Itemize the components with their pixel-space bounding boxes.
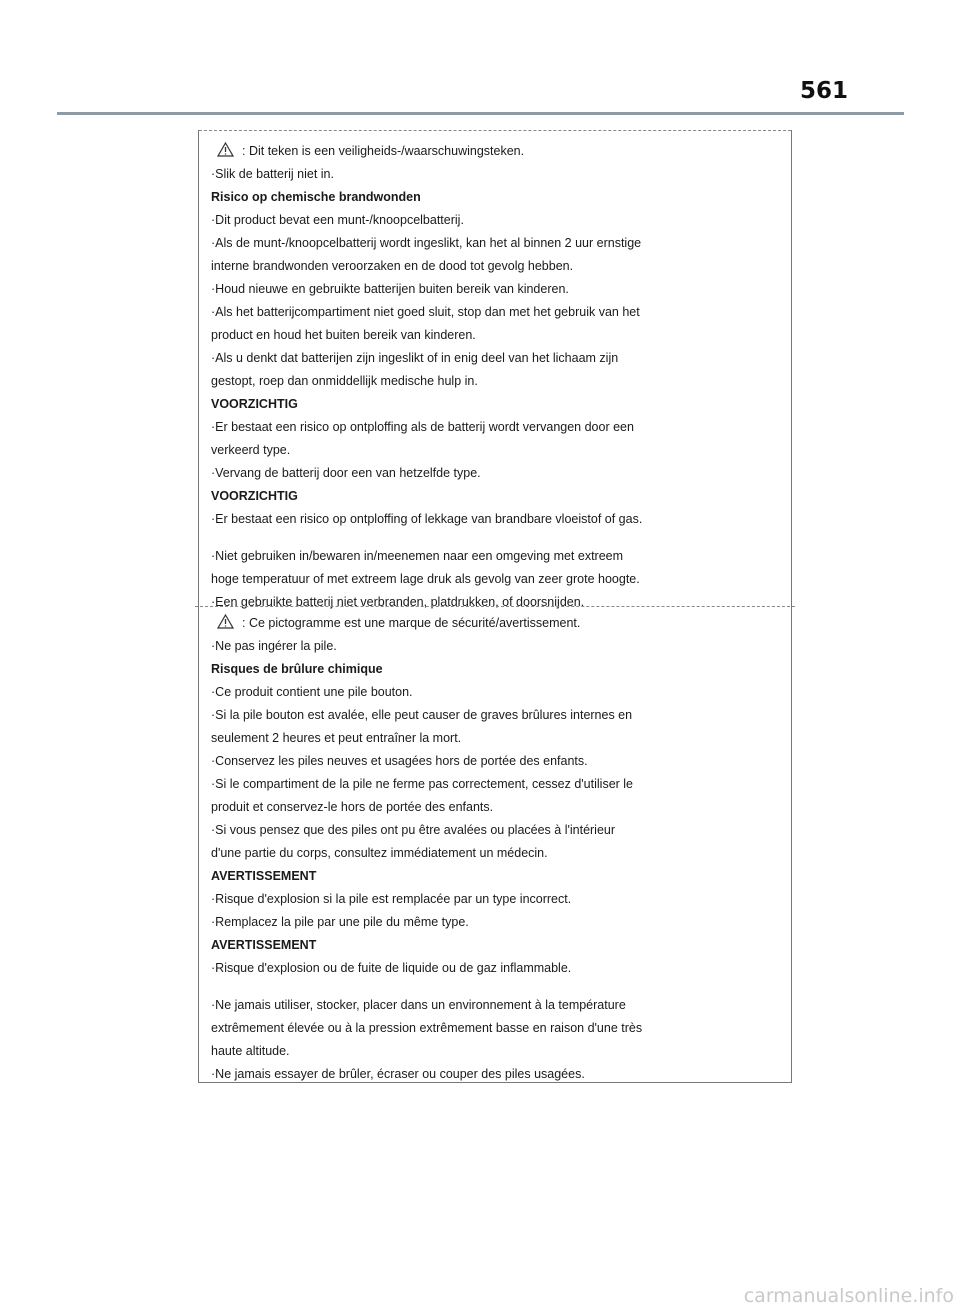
- french-text-line: [211, 773, 765, 796]
- dutch-text-line: [211, 416, 765, 439]
- french-text-line: [211, 635, 765, 658]
- french-line-text: ·Ne jamais essayer de brûler, écraser ou couper des piles usagées.: [211, 1067, 585, 1081]
- dutch-text-line: [211, 324, 765, 347]
- dutch-text-line: [211, 255, 765, 278]
- dutch-section: [199, 140, 791, 614]
- french-line-text: produit et conservez-le hors de portée des enfants.: [211, 800, 494, 814]
- french-text-line: [211, 1017, 765, 1040]
- dutch-text-line: [211, 347, 765, 370]
- dutch-line-text: ·Slik de batterij niet in.: [211, 167, 334, 181]
- french-text-line: [211, 750, 765, 773]
- dutch-text-line: [211, 508, 765, 531]
- french-text-line: [211, 911, 765, 934]
- french-text-line: [211, 994, 765, 1017]
- header-rule: [57, 112, 904, 115]
- notice-bottom-edge: [199, 1082, 791, 1083]
- dutch-line-text: verkeerd type.: [211, 443, 291, 457]
- dutch-text-line: [211, 301, 765, 324]
- french-text-line: [211, 704, 765, 727]
- french-heading: [211, 934, 765, 957]
- french-line-text: ·Ne pas ingérer la pile.: [211, 639, 337, 653]
- french-line-text: seulement 2 heures et peut entraîner la mort.: [211, 731, 462, 745]
- french-line-text: ·Si le compartiment de la pile ne ferme pas correctement, cessez d'utiliser le: [211, 777, 634, 791]
- dutch-line-text: ·Als u denkt dat batterijen zijn ingeslikt of in enig deel van het lichaam zijn: [211, 351, 619, 365]
- dutch-text-line: [211, 278, 765, 301]
- french-line-text: ·Si vous pensez que des piles ont pu être avalées ou placées à l'intérieur: [211, 823, 616, 837]
- dutch-line-text: ·Als de munt-/knoopcelbatterij wordt ingeslikt, kan het al binnen 2 uur ernstige: [211, 236, 642, 250]
- french-text-line: [211, 957, 765, 980]
- french-text-line: [211, 681, 765, 704]
- dutch-line-text: ·Er bestaat een risico op ontploffing als de batterij wordt vervangen door een: [211, 420, 634, 434]
- french-section: [199, 612, 791, 1086]
- french-line-text: ·Ce produit contient une pile bouton.: [211, 685, 413, 699]
- dutch-text-line: [211, 370, 765, 393]
- dutch-line-text: : Dit teken is een veiligheids-/waarschuwingsteken.: [242, 144, 525, 158]
- dutch-line-text: hoge temperatuur of met extreem lage druk als gevolg van zeer grote hoogte.: [211, 572, 640, 586]
- dutch-heading: [211, 186, 765, 209]
- dutch-text-line: [211, 545, 765, 568]
- french-text-line: [211, 796, 765, 819]
- french-text-line: [211, 1040, 765, 1063]
- dutch-line-text: gestopt, roep dan onmiddellijk medische hulp in.: [211, 374, 478, 388]
- warning-triangle-icon: [217, 142, 234, 165]
- french-line-text: ·Si la pile bouton est avalée, elle peut causer de graves brûlures internes en: [211, 708, 633, 722]
- french-line-text: ·Risque d'explosion ou de fuite de liquide ou de gaz inflammable.: [211, 961, 572, 975]
- french-text-line: [211, 727, 765, 750]
- french-line-text: haute altitude.: [211, 1044, 290, 1058]
- french-heading: [211, 658, 765, 681]
- dutch-text-line: [211, 591, 765, 614]
- dutch-line-text: VOORZICHTIG: [211, 397, 298, 411]
- page-number: 561: [799, 78, 848, 104]
- dutch-line-text: product en houd het buiten bereik van kinderen.: [211, 328, 476, 342]
- dutch-text-line: [211, 209, 765, 232]
- dutch-line-text: ·Er bestaat een risico op ontploffing of lekkage van brandbare vloeistof of gas.: [211, 512, 643, 526]
- french-line-text: ·Risque d'explosion si la pile est remplacée par un type incorrect.: [211, 892, 572, 906]
- warning-triangle-icon: [217, 614, 234, 637]
- dutch-line-text: interne brandwonden veroorzaken en de dood tot gevolg hebben.: [211, 259, 574, 273]
- french-line-text: ·Remplacez la pile par une pile du même type.: [211, 915, 469, 929]
- dutch-line-text: ·Houd nieuwe en gebruikte batterijen buiten bereik van kinderen.: [211, 282, 569, 296]
- dutch-text-line: [211, 439, 765, 462]
- french-text-line: [211, 842, 765, 865]
- dutch-heading: [211, 485, 765, 508]
- dutch-line-text: ·Als het batterijcompartiment niet goed sluit, stop dan met het gebruik van het: [211, 305, 640, 319]
- battery-notice-box: [198, 130, 792, 1083]
- dutch-line-text: Risico op chemische brandwonden: [211, 190, 421, 204]
- dutch-line-text: ·Vervang de batterij door een van hetzelfde type.: [211, 466, 481, 480]
- french-text-line: [211, 888, 765, 911]
- french-heading: [211, 865, 765, 888]
- dutch-line-text: ·Niet gebruiken in/bewaren in/meenemen naar een omgeving met extreem: [211, 549, 624, 563]
- french-line-text: ·Ne jamais utiliser, stocker, placer dans un environnement à la température: [211, 998, 626, 1012]
- french-line-text: Risques de brûlure chimique: [211, 662, 383, 676]
- french-line-text: : Ce pictogramme est une marque de sécurité/avertissement.: [242, 616, 581, 630]
- dutch-line-text: VOORZICHTIG: [211, 489, 298, 503]
- watermark: carmanualsonline.info: [743, 1285, 954, 1307]
- dutch-heading: [211, 393, 765, 416]
- french-line-text: AVERTISSEMENT: [211, 938, 317, 952]
- dutch-text-line: [211, 232, 765, 255]
- notice-top-edge: [199, 130, 791, 131]
- french-line-text: d'une partie du corps, consultez immédiatement un médecin.: [211, 846, 548, 860]
- french-text-line: [211, 819, 765, 842]
- dutch-text-line: [211, 140, 765, 163]
- language-divider: [195, 606, 795, 607]
- dutch-text-line: [211, 163, 765, 186]
- dutch-line-text: ·Een gebruikte batterij niet verbranden, platdrukken, of doorsnijden.: [211, 595, 585, 609]
- french-line-text: AVERTISSEMENT: [211, 869, 317, 883]
- dutch-text-line: [211, 568, 765, 591]
- dutch-line-text: ·Dit product bevat een munt-/knoopcelbatterij.: [211, 213, 464, 227]
- dutch-text-line: [211, 462, 765, 485]
- french-line-text: ·Conservez les piles neuves et usagées hors de portée des enfants.: [211, 754, 588, 768]
- french-line-text: extrêmement élevée ou à la pression extrêmement basse en raison d'une très: [211, 1021, 643, 1035]
- french-text-line: [211, 612, 765, 635]
